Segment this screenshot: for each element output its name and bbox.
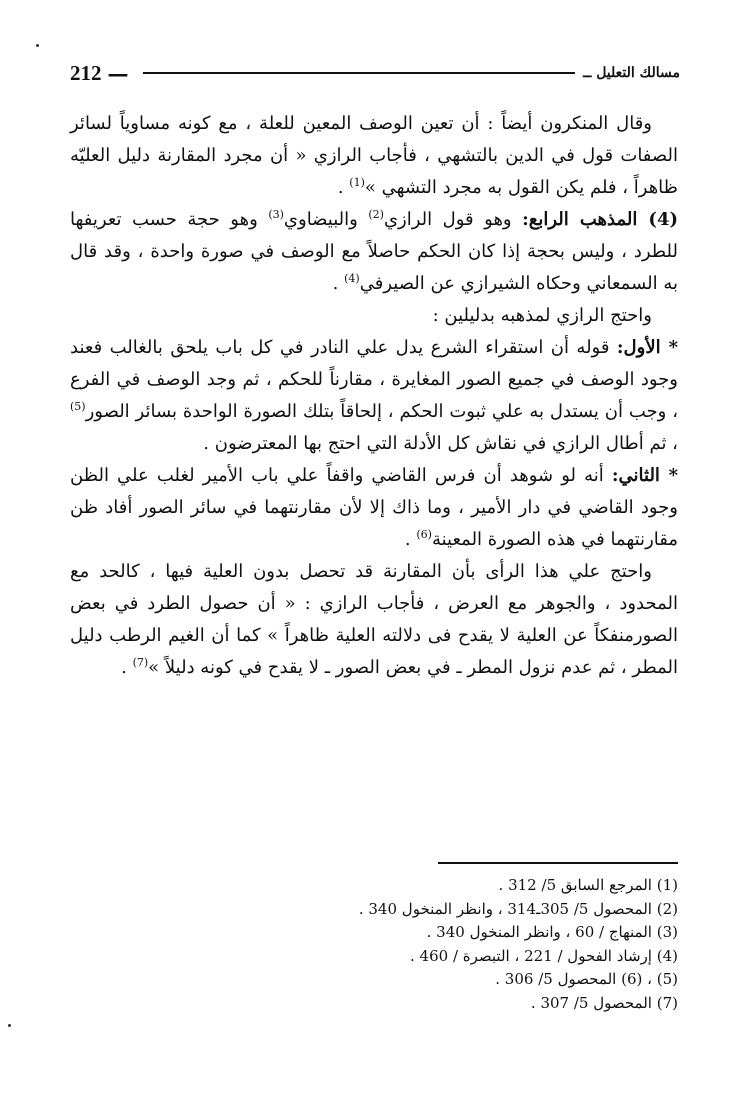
paragraph-first-proof: * الأول: قوله أن استقراء الشرع يدل علي النادر في كل باب يلحق بالغالب فعند وجود الوصف في جميع الصور المغايرة ، مقارناً للحكم ، ثم وجد الوصف في الفرع ، وجب أن يستدل به علي ثبوت الحكم ، إلحاقاً بتلك الصورة الواحدة بسائر الصور$^{(5)}$ ، ثم أطال الرازي في نقاش كل الأدلة التي احتج بها المعترضون . <box>70 337 678 454</box>
footnote-ref-3: (3) <box>268 208 284 221</box>
second-proof-heading: * الثاني: <box>611 465 678 486</box>
paragraph-two-proofs: واحتج الرازي لمذهبه بدليلين : <box>432 305 652 326</box>
page-number: 212 <box>70 60 102 85</box>
fourth-school-heading: (4) المذهب الرابع: <box>522 209 678 230</box>
scan-speck <box>36 44 39 47</box>
footnote-ref-6: (6) <box>416 528 432 541</box>
footnote-2: (2) المحصول 5/ 305ـ314 ، وانظر المنخول 340 . <box>358 899 678 918</box>
scan-speck <box>8 1024 11 1027</box>
footnotes <box>100 874 678 1015</box>
first-proof-heading: * الأول: <box>616 337 678 358</box>
footnote-1: (1) المرجع السابق 5/ 312 . <box>498 876 678 894</box>
footnote-5-6: (5) ، (6) المحصول 5/ 306 . <box>495 970 678 988</box>
paragraph-fourth-school: (4) المذهب الرابع: وهو قول الرازي$^{(2)}$ والبيضاوي$^{(3)}$ وهو حجة حسب تعريفها للطرد ، وليس بحجة إذا كان الحكم حاصلاً مع الوصف في صورة واحدة ، وقد قال به السمعاني وحكاه الشيرازي عن الصيرفي$^{(4)}$ . <box>70 208 678 294</box>
footnote-7: (7) المحصول 5/ 307 . <box>530 993 678 1012</box>
paragraph-objection: واحتج علي هذا الرأى بأن المقارنة قد تحصل بدون العلية فيها ، كالحد مع المحدود ، والجوهر مع العرض ، فأجاب الرازي : « أن حصول الطرد في بعض الصورمنفكاً عن العلية لا يقدح فى دلالته العلية ظاهراً » كما أن الغيم الرطب دليل المطر ، ثم عدم نزول المطر ـ في بعض الصور ـ لا يقدح في كونه دليلاً »$^{(7)}$ . <box>70 561 678 678</box>
footnote-ref-7: (7) <box>132 656 149 669</box>
footnote-ref-1: (1) <box>349 176 365 189</box>
main-text <box>70 108 678 684</box>
header-rule <box>143 72 576 74</box>
footnote-ref-5: (5) <box>70 400 86 413</box>
footnote-separator <box>438 862 678 864</box>
running-title: مسالك التعليل ــ <box>583 65 680 81</box>
footnote-3: (3) المنهاج / 60 ، وانظر المنخول 340 . <box>426 923 678 941</box>
header-dash: — <box>107 60 129 86</box>
paragraph-deniers: وقال المنكرون أيضاً : أن تعين الوصف المعين للعلة ، مع كونه مساوياً لسائر الصفات قول في الدين بالتشهي ، فأجاب الرازي « أن مجرد المقارنة دليل العليّه ظاهراً ، فلم يكن القول به مجرد التشهي »$^{(1)}$ . <box>70 113 678 198</box>
footnote-4: (4) إرشاد الفحول / 221 ، التبصرة / 460 . <box>409 946 678 965</box>
paragraph-second-proof: * الثاني: أنه لو شوهد أن فرس القاضي واقفاً علي باب الأمير لغلب علي الظن وجود القاضي في دار الأمير ، وما ذاك إلا لأن مقارنتهما في سائر الصور أفاد ظن مقارنتهما في هذه الصورة المعينة$^{(6)}$ . <box>70 465 678 550</box>
page-header <box>70 58 680 88</box>
footnote-ref-2: (2) <box>368 208 384 221</box>
footnote-ref-4: (4) <box>344 272 360 285</box>
